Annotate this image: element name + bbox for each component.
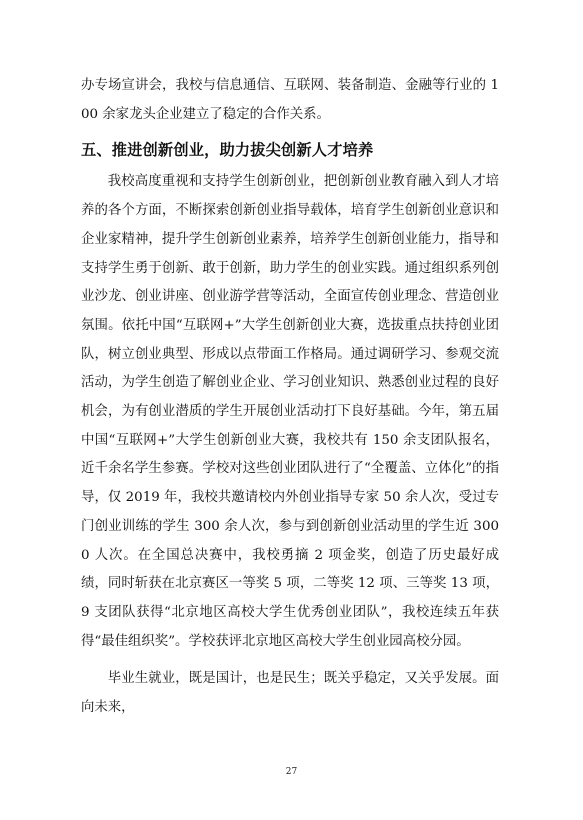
closing-paragraph: 毕业生就业，既是国计，也是民生；既关乎稳定，又关乎发展。面向未来， <box>81 671 499 716</box>
page-number: 27 <box>285 767 298 777</box>
page-body <box>81 72 499 723</box>
continued-paragraph: 办专场宣讲会，我校与信息通信、互联网、装备制造、金融等行业的 100 余家龙头企业建立了稳定的合作关系。 <box>81 78 499 122</box>
paragraph-gap <box>81 656 499 665</box>
section-paragraph: 我校高度重视和支持学生创新创业，把创新创业教育融入到人才培养的各个方面，不断探索创新创业指导载体，培育学生创新创业意识和企业家精神，提升学生创新创业素养，培养学生创新创业能力，指导和支持学生勇于创新、敢于创新，助力学生的创业实践。通过组织系列创业沙龙、创业讲座、创业游学营等活动，全面宣传创业理念、营造创业氛围。依托中国“互联网+”大学生创新创业大赛，选拔重点扶持创业团队，树立创业典型、形成以点带面工作格局。通过调研学习、参观交流活动，为学生创造了解创业企业、学习创业知识、熟悉创业过程的良好机会，为有创业潜质的学生开展创业活动打下良好基础。今年，第五届中国“互联网+”大学生创新创业大赛，我校共有 150 余支团队报名，近千余名学生参赛。学校对这些创业团队进行了“全覆盖、立体化”的指导，仅 2019 年，我校共邀请校内外创业指导专家 50 余人次，受过专门创业训练的学生 300 余人次，参与到创新创业活动里的学生近 3000 人次。在全国总决赛中，我校勇摘 2 项金奖，创造了历史最好成绩，同时斩获在北京赛区一等奖 5 项，二等奖 12 项、三等奖 13 项，9 支团队获得“北京地区高校大学生优秀创业团队”，我校连续五年获得“最佳组织奖”。学校获评北京地区高校大学生创业园高校分园。 <box>81 174 499 649</box>
section-heading: 五、推进创新创业，助力拔尖创新人才培养 <box>81 141 374 160</box>
